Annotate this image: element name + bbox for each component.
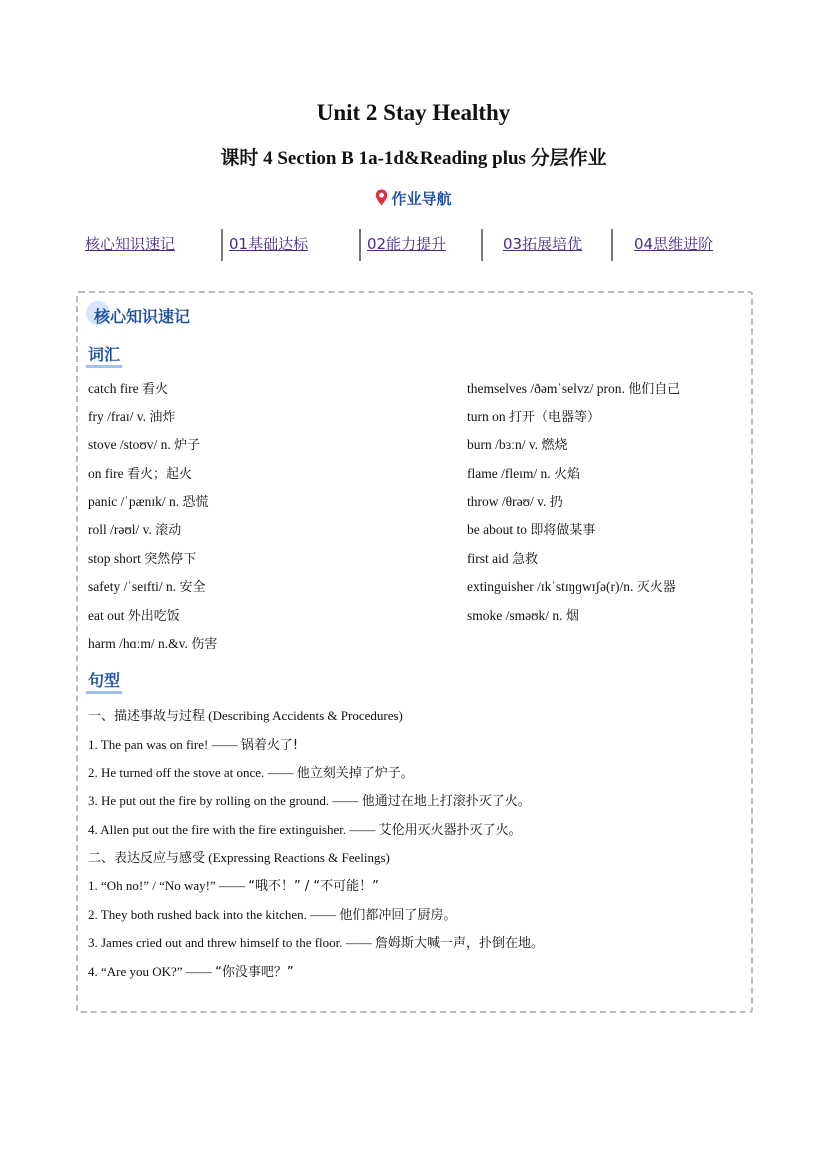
sentence-group-heading: 二、表达反应与感受 (Expressing Reactions & Feelings)	[88, 850, 390, 866]
section-heading-label: 核心知识速记	[94, 307, 191, 326]
vocab-item: fry /fraɪ/ v. 油炸	[88, 409, 176, 425]
page-title: Unit 2 Stay Healthy	[316, 100, 511, 125]
nav-link-thinking[interactable]: 04思维进阶	[634, 235, 714, 253]
sentence-item: 2. They both rushed back into the kitchen. —— 他们都冲回了厨房。	[88, 907, 457, 923]
homework-nav-bar	[75, 229, 755, 261]
section-heading	[86, 301, 216, 327]
homework-nav-heading	[0, 188, 827, 210]
vocab-item: on fire 看火；起火	[88, 466, 192, 482]
nav-divider	[359, 229, 361, 261]
vocab-item: eat out 外出吃饭	[88, 608, 180, 624]
vocab-item: stop short 突然停下	[88, 551, 197, 567]
sentence-item: 1. “Oh no!” / “No way!” —— “哦不！” / “不可能！”	[88, 878, 379, 894]
page-subtitle: 课时 4 Section B 1a-1d&Reading plus 分层作业	[220, 148, 607, 169]
vocab-item: harm /hɑːm/ n.&v. 伤害	[88, 636, 218, 652]
nav-divider	[611, 229, 613, 261]
nav-link-core-knowledge[interactable]: 核心知识速记	[85, 235, 176, 253]
vocab-item: smoke /sməʊk/ n. 烟	[467, 608, 579, 624]
vocab-item: stove /stoʊv/ n. 炉子	[88, 437, 201, 453]
sentence-item: 3. James cried out and threw himself to the floor. —— 詹姆斯大喊一声，扑倒在地。	[88, 935, 545, 951]
vocab-item: panic /ˈpænɪk/ n. 恐慌	[88, 494, 209, 510]
nav-divider	[481, 229, 483, 261]
vocab-item: turn on 打开（电器等）	[467, 409, 601, 425]
sentence-item: 4. Allen put out the fire with the fire extinguisher. —— 艾伦用灭火器扑灭了火。	[88, 822, 522, 838]
nav-link-ability[interactable]: 02能力提升	[367, 235, 447, 253]
sentence-title: 句型	[88, 668, 120, 691]
vocab-item: burn /bɜːn/ v. 燃烧	[467, 437, 568, 453]
nav-link-basic[interactable]: 01基础达标	[229, 235, 309, 253]
nav-link-extension[interactable]: 03拓展培优	[503, 235, 583, 253]
vocab-item: roll /rəʊl/ v. 滚动	[88, 522, 182, 538]
sentence-item: 3. He put out the fire by rolling on the ground. —— 他通过在地上打滚扑灭了火。	[88, 793, 531, 809]
vocab-item: extinguisher /ɪkˈstɪŋɡwɪʃə(r)/n. 灭火器	[467, 579, 676, 595]
vocab-item: catch fire 看火	[88, 381, 168, 397]
nav-divider	[221, 229, 223, 261]
sentence-item: 4. “Are you OK?” —— “你没事吧？”	[88, 964, 294, 980]
vocab-title: 词汇	[88, 342, 120, 365]
vocab-item: themselves /ðəmˈselvz/ pron. 他们自己	[467, 381, 681, 397]
sentence-item: 1. The pan was on fire! —— 锅着火了!	[88, 737, 299, 753]
location-pin-icon	[375, 189, 388, 210]
vocab-item: safety /ˈseɪfti/ n. 安全	[88, 579, 206, 595]
vocab-item: throw /θrəʊ/ v. 扔	[467, 494, 563, 510]
vocab-item: be about to 即将做某事	[467, 522, 596, 538]
sentence-group-heading: 一、描述事故与过程 (Describing Accidents & Procedures)	[88, 708, 403, 724]
vocab-item: first aid 急救	[467, 551, 539, 567]
nav-heading-label: 作业导航	[391, 190, 452, 208]
sentence-item: 2. He turned off the stove at once. —— 他立刻关掉了炉子。	[88, 765, 414, 781]
vocab-item: flame /fleɪm/ n. 火焰	[467, 466, 580, 482]
